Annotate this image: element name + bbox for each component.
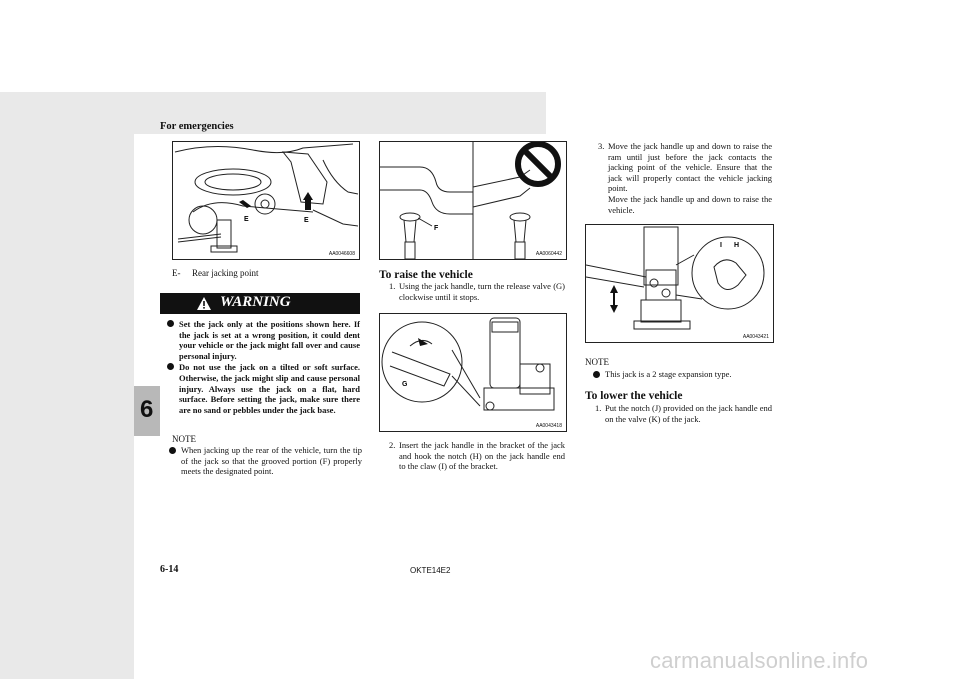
document-code: OKTE14E2: [410, 566, 451, 575]
caption-text: Rear jacking point: [192, 268, 259, 278]
heading-raise: To raise the vehicle: [379, 269, 473, 281]
label-h: H: [734, 242, 740, 249]
warning-item: Do not use the jack on a tilted or soft surface. Otherwise, the jack might slip and cause personal injury. Always use the jack on a flat, hard surface. Before setting the jack, make sure there are no sand or pebbles under the jack base.: [160, 362, 360, 415]
note-item: When jacking up the rear of the vehicle, turn the tip of the jack so that the grooved portion (F) properly meets the designated point.: [181, 445, 362, 477]
figure-code: AA0043421: [742, 334, 769, 340]
chapter-number: 6: [140, 396, 154, 423]
label-e-1: E: [244, 216, 249, 223]
bullet-icon: [169, 447, 176, 454]
bullet-icon: [167, 320, 174, 327]
valve-handle-illustration: [380, 142, 566, 259]
raise-step-1: 1. Using the jack handle, turn the release valve (G) clockwise until it stops.: [389, 281, 565, 302]
jack-bracket-illustration: [586, 225, 773, 342]
figure-rear-jacking: [172, 141, 360, 260]
label-f: F: [434, 225, 439, 232]
note-label: NOTE: [172, 434, 196, 444]
warning-title: WARNING: [220, 294, 291, 310]
figure-jack-release: [379, 313, 567, 432]
heading-lower: To lower the vehicle: [585, 390, 683, 402]
watermark: carmanualsonline.info: [650, 648, 869, 673]
page-number: 6-14: [160, 564, 179, 575]
bullet-icon: [167, 363, 174, 370]
jack-release-illustration: [380, 314, 566, 431]
warning-triangle-icon: [196, 296, 212, 311]
figure-code: AA0043418: [535, 423, 562, 429]
caption-key: E-: [172, 268, 181, 278]
rear-jacking-illustration: [173, 142, 359, 259]
note-label: NOTE: [585, 357, 609, 367]
warning-box: [160, 293, 360, 418]
raise-step-3: 3. Move the jack handle up and down to raise the ram until just before the jack contacts the jacking point of the vehicle. Ensure that the jack will properly contact the vehicle jacking point. Move the jack handle up and down to raise the vehicle.: [598, 141, 772, 215]
bullet-icon: [593, 371, 600, 378]
section-title: For emergencies: [160, 121, 234, 132]
side-strip: [0, 92, 134, 679]
warning-header: [160, 293, 360, 314]
warning-item: Set the jack only at the positions shown here. If the jack is set at a wrong position, it could dent your vehicle or the jack might fall over and cause personal injury.: [160, 319, 360, 361]
figure-code: AA0046608: [328, 251, 355, 257]
figure-code: AA0060442: [535, 251, 562, 257]
figure-jack-bracket: [585, 224, 774, 343]
label-e-2: E: [304, 217, 309, 224]
label-g: G: [402, 381, 408, 388]
note-item: This jack is a 2 stage expansion type.: [605, 369, 772, 380]
figure-valve-handle: [379, 141, 567, 260]
lower-step-1: 1. Put the notch (J) provided on the jack handle end on the valve (K) of the jack.: [595, 403, 772, 424]
raise-step-2: 2. Insert the jack handle in the bracket of the jack and hook the notch (H) on the jack handle end to the claw (I) of the bracket.: [389, 440, 565, 472]
label-i: I: [720, 242, 722, 249]
